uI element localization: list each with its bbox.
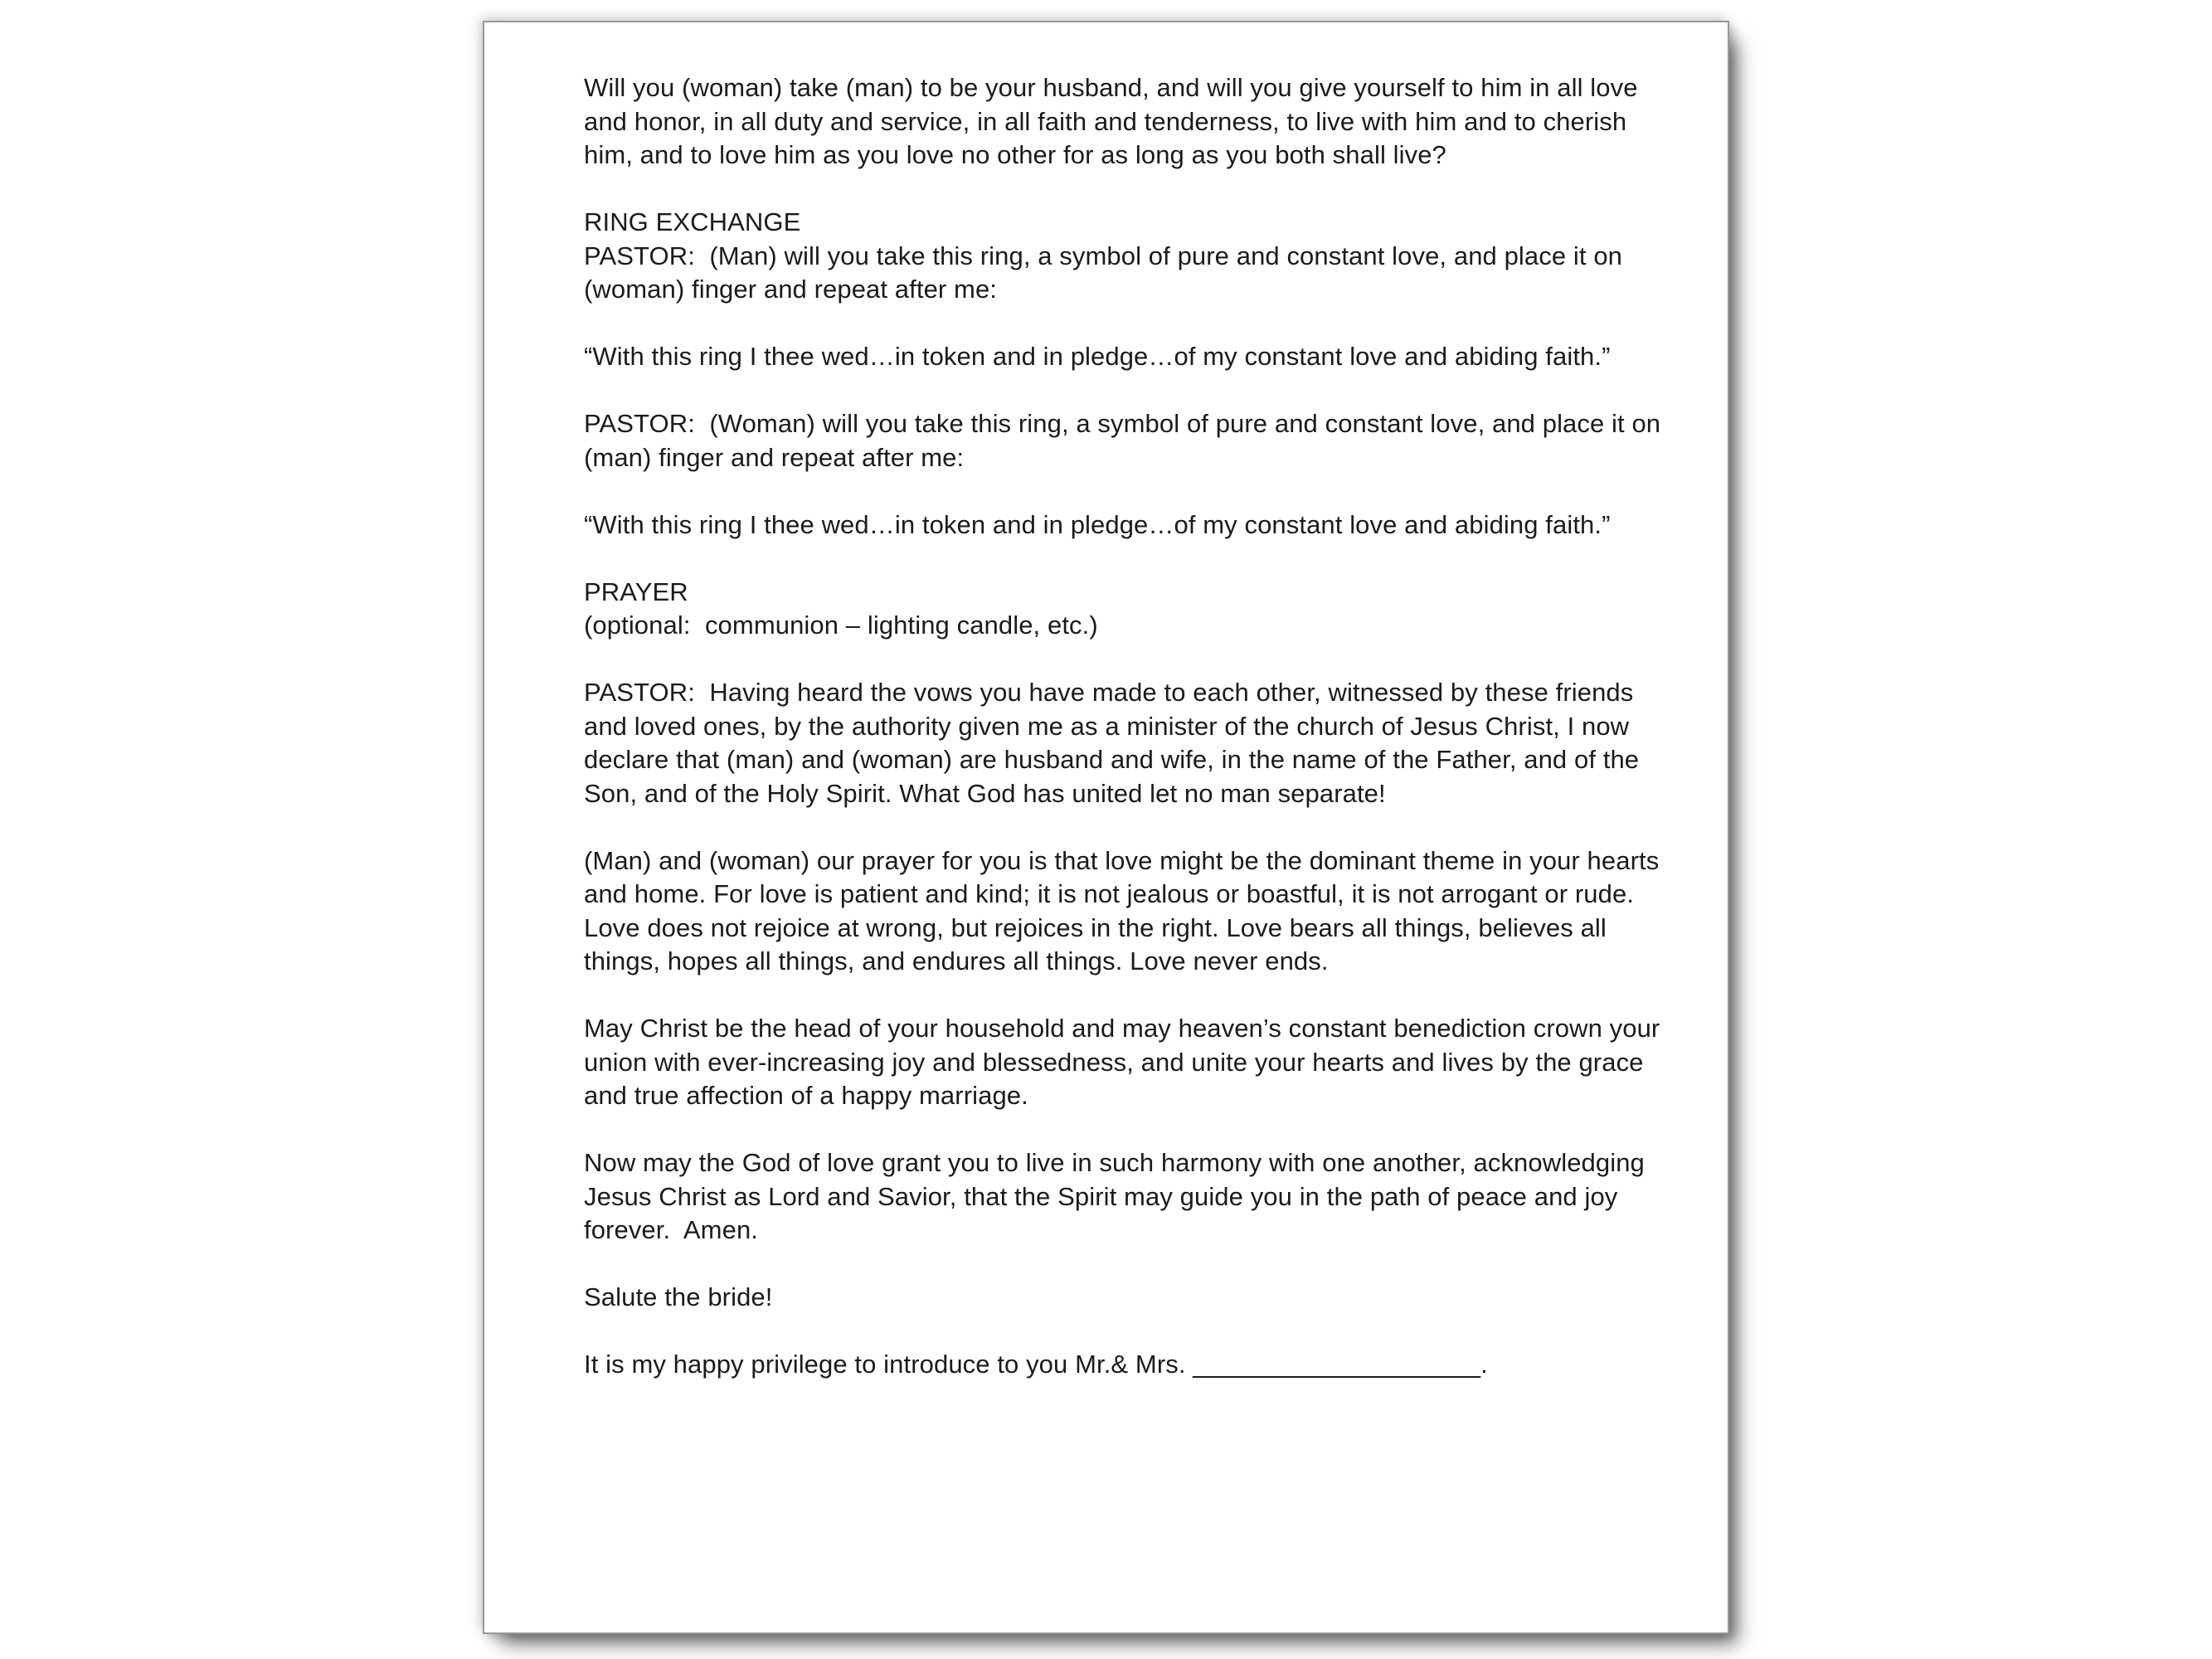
ring-vow-quote-2: “With this ring I thee wed…in token and in pledge…of my constant love and abiding faith.”: [584, 509, 1611, 539]
closing-prayer-paragraph: Now may the God of love grant you to live in such harmony with one another, acknowledging Jesus Christ as Lord and Savior, that the Spirit may guide you in the path of peace and joy forever. Amen.: [584, 1148, 1652, 1244]
pastor-woman-ring-paragraph: PASTOR: (Woman) will you take this ring, a symbol of pure and constant love, and place it on (man) finger and repeat after me:: [584, 409, 1668, 472]
benediction-paragraph: May Christ be the head of your household and may heaven’s constant benediction crown your union with ever-increasing joy and blessedness, and unite your hearts and lives by the grace and true affection of a happy marriage.: [584, 1014, 1668, 1110]
document-content: [484, 22, 1728, 1382]
pronouncement-paragraph: PASTOR: Having heard the vows you have made to each other, witnessed by these friends and loved ones, by the authority given me as a minister of the church of Jesus Christ, I now declare that (man) and (woman) are husband and wife, in the name of the Father, and of the Son, and of the Holy Spirit. What God has united let no man separate!: [584, 678, 1646, 808]
salute-line: Salute the bride!: [584, 1282, 773, 1311]
prayer-optional-note: (optional: communion – lighting candle, etc.): [584, 611, 1098, 640]
vow-question-paragraph: Will you (woman) take (man) to be your husband, and will you give yourself to him in all love and honor, in all duty and service, in all faith and tenderness, to live with him and to cherish him, and to love him as you love no other for as long as you both shall live?: [584, 73, 1646, 169]
prayer-for-couple-paragraph: (Man) and (woman) our prayer for you is that love might be the dominant theme in your hearts and home. For love is patient and kind; it is not jealous or boastful, it is not arrogant or rude. Love does not rejoice at wrong, but rejoices in the right. Love bears all things, believes all things, hopes all things, and endures all things. Love never ends.: [584, 845, 1667, 975]
pastor-man-ring-paragraph: PASTOR: (Man) will you take this ring, a symbol of pure and constant love, and place it on (woman) finger and repeat after me:: [584, 241, 1630, 304]
document-page: [483, 21, 1729, 1634]
ring-vow-quote-1: “With this ring I thee wed…in token and in pledge…of my constant love and abiding faith.”: [584, 342, 1611, 371]
ring-exchange-heading: RING EXCHANGE: [584, 207, 801, 236]
introduction-line: It is my happy privilege to introduce to you Mr.& Mrs. ____________________.: [584, 1350, 1488, 1379]
prayer-heading: PRAYER: [584, 577, 688, 606]
